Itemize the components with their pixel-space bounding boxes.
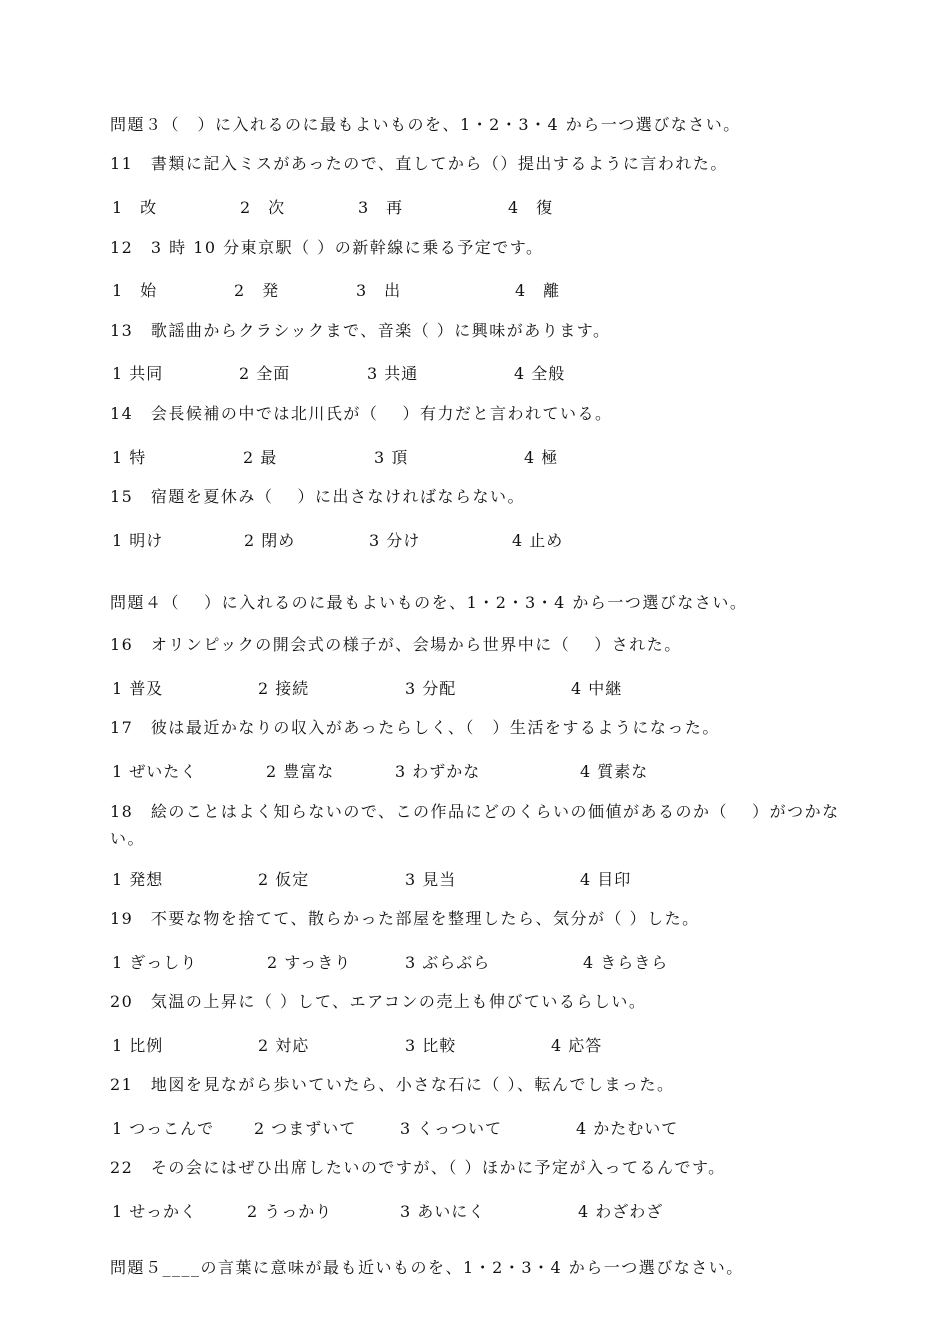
option-1: 1 特 <box>112 448 147 467</box>
question-14-options <box>112 447 872 471</box>
option-1: 1 普及 <box>112 679 164 698</box>
question-22-options <box>112 1201 872 1225</box>
option-3: 3 分配 <box>405 679 457 698</box>
option-1: 1 改 <box>112 198 158 217</box>
question-16-options <box>112 678 872 702</box>
option-1: 1 つっこんで <box>112 1119 215 1138</box>
question-22: 22 その会にはぜひ出席したいのですが、（ ）ほかに予定が入ってるんです。 <box>110 1158 726 1177</box>
option-1: 1 発想 <box>112 870 164 889</box>
option-4: 4 復 <box>508 198 554 217</box>
option-1: 1 ぜいたく <box>112 762 198 781</box>
option-2: 2 つまずいて <box>254 1119 357 1138</box>
option-2: 2 うっかり <box>247 1202 333 1221</box>
option-1: 1 始 <box>112 281 158 300</box>
question-20: 20 気温の上昇に（ ）して、エアコンの売上も伸びているらしい。 <box>110 992 647 1011</box>
option-4: 4 止め <box>512 531 564 550</box>
section-3-heading: 問題３（ ）に入れるのに最もよいものを、1・2・3・4 から一つ選びなさい。 <box>110 115 741 134</box>
question-19-options <box>112 952 872 976</box>
question-11-options <box>112 197 872 221</box>
question-18-options <box>112 869 872 893</box>
option-3: 3 比較 <box>405 1036 457 1055</box>
question-12-options <box>112 280 872 304</box>
question-17: 17 彼は最近かなりの収入があったらしく、（ ）生活をするようになった。 <box>110 718 720 737</box>
option-3: 3 再 <box>358 198 404 217</box>
question-14: 14 会長候補の中では北川氏が（ ）有力だと言われている。 <box>110 404 613 423</box>
option-4: 4 極 <box>524 448 559 467</box>
option-4: 4 きらきら <box>583 953 669 972</box>
option-4: 4 離 <box>515 281 561 300</box>
option-3: 3 分け <box>369 531 421 550</box>
option-3: 3 見当 <box>405 870 457 889</box>
option-1: 1 ぎっしり <box>112 953 198 972</box>
option-3: 3 ぶらぶら <box>405 953 491 972</box>
option-2: 2 閉め <box>244 531 296 550</box>
question-21: 21 地図を見ながら歩いていたら、小さな石に（ ）、転んでしまった。 <box>110 1075 675 1094</box>
option-4: 4 全般 <box>514 364 566 383</box>
question-18: 18 絵のことはよく知らないので、この作品にどのくらいの価値があるのか（ ）がつかない。 <box>110 802 840 848</box>
option-3: 3 くっついて <box>400 1119 502 1138</box>
question-15-options <box>112 530 872 554</box>
option-2: 2 すっきり <box>267 953 352 972</box>
option-4: 4 応答 <box>551 1036 603 1055</box>
option-4: 4 中継 <box>571 679 623 698</box>
option-1: 1 共同 <box>112 364 164 383</box>
option-2: 2 仮定 <box>258 870 310 889</box>
section-5-heading: 問題５____の言葉に意味が最も近いものを、1・2・3・4 から一つ選びなさい。 <box>110 1258 744 1277</box>
question-13: 13 歌謡曲からクラシックまで、音楽（ ）に興味があります。 <box>110 321 611 340</box>
question-19: 19 不要な物を捨てて、散らかった部屋を整理したら、気分が（ ）した。 <box>110 909 700 928</box>
option-2: 2 最 <box>243 448 278 467</box>
option-1: 1 せっかく <box>112 1202 197 1221</box>
option-1: 1 明け <box>112 531 164 550</box>
question-13-options <box>112 363 872 387</box>
option-2: 2 接続 <box>258 679 310 698</box>
question-11: 11 書類に記入ミスがあったので、直してから（）提出するように言われた。 <box>110 154 728 173</box>
question-16: 16 オリンピックの開会式の様子が、会場から世界中に（ ）された。 <box>110 635 682 654</box>
option-2: 2 発 <box>234 281 280 300</box>
question-17-options <box>112 761 872 785</box>
option-4: 4 質素な <box>580 762 649 781</box>
option-2: 2 対応 <box>258 1036 310 1055</box>
option-3: 3 出 <box>356 281 402 300</box>
option-1: 1 比例 <box>112 1036 164 1055</box>
option-2: 2 豊富な <box>266 762 335 781</box>
question-21-options <box>112 1118 872 1142</box>
question-15: 15 宿題を夏休み（ ）に出さなければならない。 <box>110 487 525 506</box>
option-4: 4 目印 <box>580 870 632 889</box>
option-3: 3 わずかな <box>395 762 481 781</box>
option-4: 4 わざわざ <box>578 1202 664 1221</box>
option-2: 2 全面 <box>239 364 291 383</box>
option-3: 3 あいにく <box>400 1202 486 1221</box>
section-4-heading: 問題４（ ）に入れるのに最もよいものを、1・2・3・4 から一つ選びなさい。 <box>110 593 748 612</box>
question-12: 12 3 時 10 分東京駅（ ）の新幹線に乗る予定です。 <box>110 238 544 257</box>
question-20-options <box>112 1035 872 1059</box>
option-3: 3 共通 <box>367 364 419 383</box>
option-2: 2 次 <box>240 198 286 217</box>
option-3: 3 頂 <box>374 448 409 467</box>
option-4: 4 かたむいて <box>576 1119 679 1138</box>
